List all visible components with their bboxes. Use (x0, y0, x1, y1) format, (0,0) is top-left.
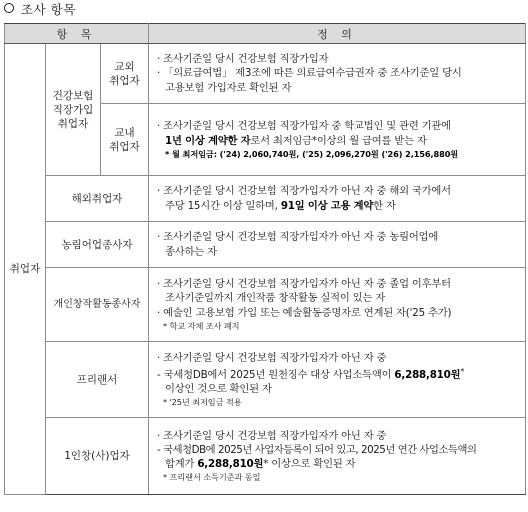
solo-business-definition: · 조사기준일 당시 건강보험 직장가입자가 아닌 자 중 - 국세청DB에 2025년 사업자등록이 되어 있고, 2025년 연간 사업소득액의 합계가 6,288,810원* 이상으로 확인된 자 * 프리랜서 소득기준과 동일 (149, 418, 526, 495)
category-employed: 취업자 (5, 44, 46, 495)
solo-business-label: 1인창(사)업자 (46, 418, 149, 495)
header-item: 항 목 (5, 24, 149, 44)
overseas-label: 해외취업자 (46, 176, 149, 222)
survey-items-table (4, 23, 526, 495)
campus-inside-definition: · 조사기준일 당시 건강보험 직장가입자 중 학교법인 및 관련 기관에 1년 이상 계약한 자로서 최저임금*이상의 월 급여를 받는 자 * 월 최저임금: ('24) 2,060,740원, ('25) 2,096,270원 ('26) 2,156,880원 (149, 104, 526, 176)
agriculture-definition: · 조사기준일 당시 건강보험 직장가입자가 아닌 자 중 농림어업에 종사하는 자 (149, 222, 526, 268)
creative-definition: · 조사기준일 당시 건강보험 직장가입자가 아닌 자 중 졸업 이후부터 조사기준일까지 개인작품 창작활동 실적이 있는 자 · 예술인 고용보험 가입 또는 예술활동증명자로 연계된 자('25 추가) * 학교 자체 조사 폐지 (149, 268, 526, 342)
freelancer-definition: · 조사기준일 당시 건강보험 직장가입자가 아닌 자 중 - 국세청DB에서 2025년 원천징수 대상 사업소득액이 6,288,810원* 이상인 것으로 확인된 자 * '25년 최저임금 적용 (149, 342, 526, 418)
agriculture-label: 농림어업종사자 (46, 222, 149, 268)
freelancer-label: 프리랜서 (46, 342, 149, 418)
campus-outside-definition: · 조사기준일 당시 건강보험 직장가입자 · 「의료급여법」 제3조에 따른 의료급여수급권자 중 조사기준일 당시 고용보험 가입자로 확인된 자 (149, 44, 526, 104)
insured-group-label: 건강보험 직장가입 취업자 (46, 44, 101, 176)
overseas-definition: · 조사기준일 당시 건강보험 직장가입자가 아닌 자 중 해외 국가에서 주당 15시간 이상 일하며, 91일 이상 고용 계약한 자 (149, 176, 526, 222)
section-title: 조사 항목 (4, 1, 76, 19)
circle-bullet-icon (4, 3, 14, 13)
creative-label: 개인창작활동종사자 (46, 268, 149, 342)
campus-inside-label: 교내 취업자 (101, 104, 149, 176)
header-definition: 정 의 (149, 24, 526, 44)
campus-outside-label: 교외 취업자 (101, 44, 149, 104)
